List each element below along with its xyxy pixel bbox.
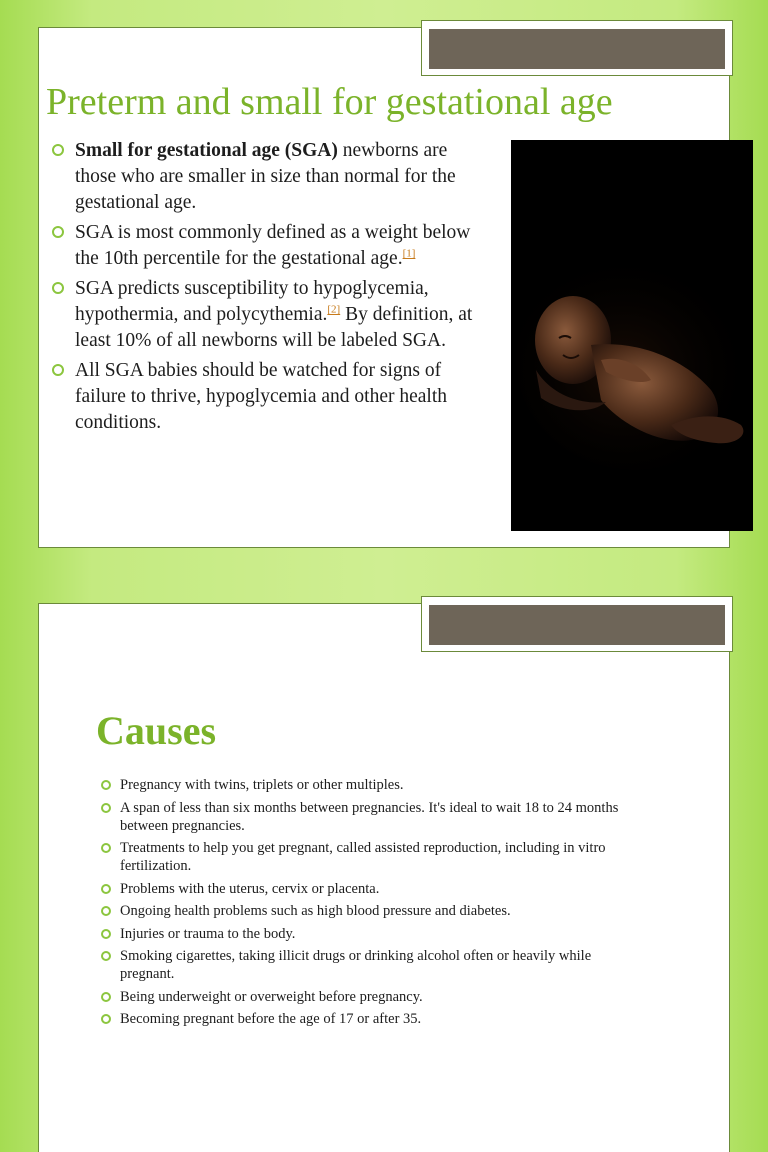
causes-title: Causes	[96, 708, 217, 753]
reference-link[interactable]: [1]	[402, 247, 416, 260]
bullet-icon	[52, 144, 64, 156]
bullet-icon	[101, 951, 111, 961]
causes-list	[100, 776, 640, 1033]
bullet-icon	[101, 780, 111, 790]
list-item	[50, 358, 490, 436]
list-item	[50, 138, 490, 216]
header-tab-fill	[429, 605, 725, 645]
bullet-icon	[101, 992, 111, 1002]
cause-text: Becoming pregnant before the age of 17 or after 35.	[120, 1011, 422, 1027]
list-item	[100, 902, 640, 920]
bullet-icon	[101, 884, 111, 894]
list-item	[100, 947, 640, 983]
item-text: SGA is most commonly defined as a weight below the 10th percentile for the gestational age.	[75, 222, 471, 269]
list-item	[100, 799, 640, 835]
item-text: SGA predicts susceptibility to hypoglycemia, hypothermia, and polycythemia.	[75, 278, 429, 325]
list-item	[50, 276, 490, 354]
item-text-continued: By definition, at least 10% of all newborns will be labeled SGA.	[75, 304, 473, 351]
list-item	[100, 776, 640, 794]
list-item	[100, 839, 640, 875]
bold-term: Small for gestational age	[75, 140, 280, 161]
list-item	[100, 925, 640, 943]
header-tab-fill	[429, 29, 725, 69]
newborn-illustration	[511, 140, 753, 531]
cause-text: Ongoing health problems such as high blood pressure and diabetes.	[120, 903, 511, 919]
item-text: All SGA babies should be watched for signs of failure to thrive, hypoglycemia and other health conditions.	[75, 360, 447, 433]
list-item	[100, 1010, 640, 1028]
bullet-icon	[101, 1014, 111, 1024]
bullet-list	[50, 138, 490, 440]
cause-text: Pregnancy with twins, triplets or other multiples.	[120, 777, 404, 793]
cause-text: A span of less than six months between pregnancies. It's ideal to wait 18 to 24 months between pregnancies.	[120, 799, 619, 834]
bullet-icon	[101, 803, 111, 813]
slide-title: Preterm and small for gestational age	[46, 81, 613, 123]
reference-link[interactable]: [2]	[327, 303, 341, 316]
bullet-icon	[52, 364, 64, 376]
cause-text: Treatments to help you get pregnant, called assisted reproduction, including in vitro fertilization.	[120, 840, 606, 874]
header-tab	[421, 20, 733, 76]
header-tab	[421, 596, 733, 652]
cause-text: Being underweight or overweight before pregnancy.	[120, 988, 423, 1005]
bullet-icon	[52, 282, 64, 294]
bold-term-abbr: (SGA)	[284, 140, 338, 161]
bullet-icon	[101, 929, 111, 939]
cause-text: Smoking cigarettes, taking illicit drugs or drinking alcohol often or heavily while pregnant.	[120, 948, 592, 982]
cause-text: Injuries or trauma to the body.	[120, 925, 296, 942]
item-text: newborns are those who are smaller in size than normal for the gestational age.	[75, 140, 456, 213]
newborn-photo	[511, 140, 753, 531]
bullet-icon	[52, 226, 64, 238]
list-item	[50, 220, 490, 272]
list-item	[100, 988, 640, 1006]
list-item	[100, 880, 640, 898]
cause-text: Problems with the uterus, cervix or placenta.	[120, 880, 380, 897]
bullet-icon	[101, 843, 111, 853]
bullet-icon	[101, 906, 111, 916]
